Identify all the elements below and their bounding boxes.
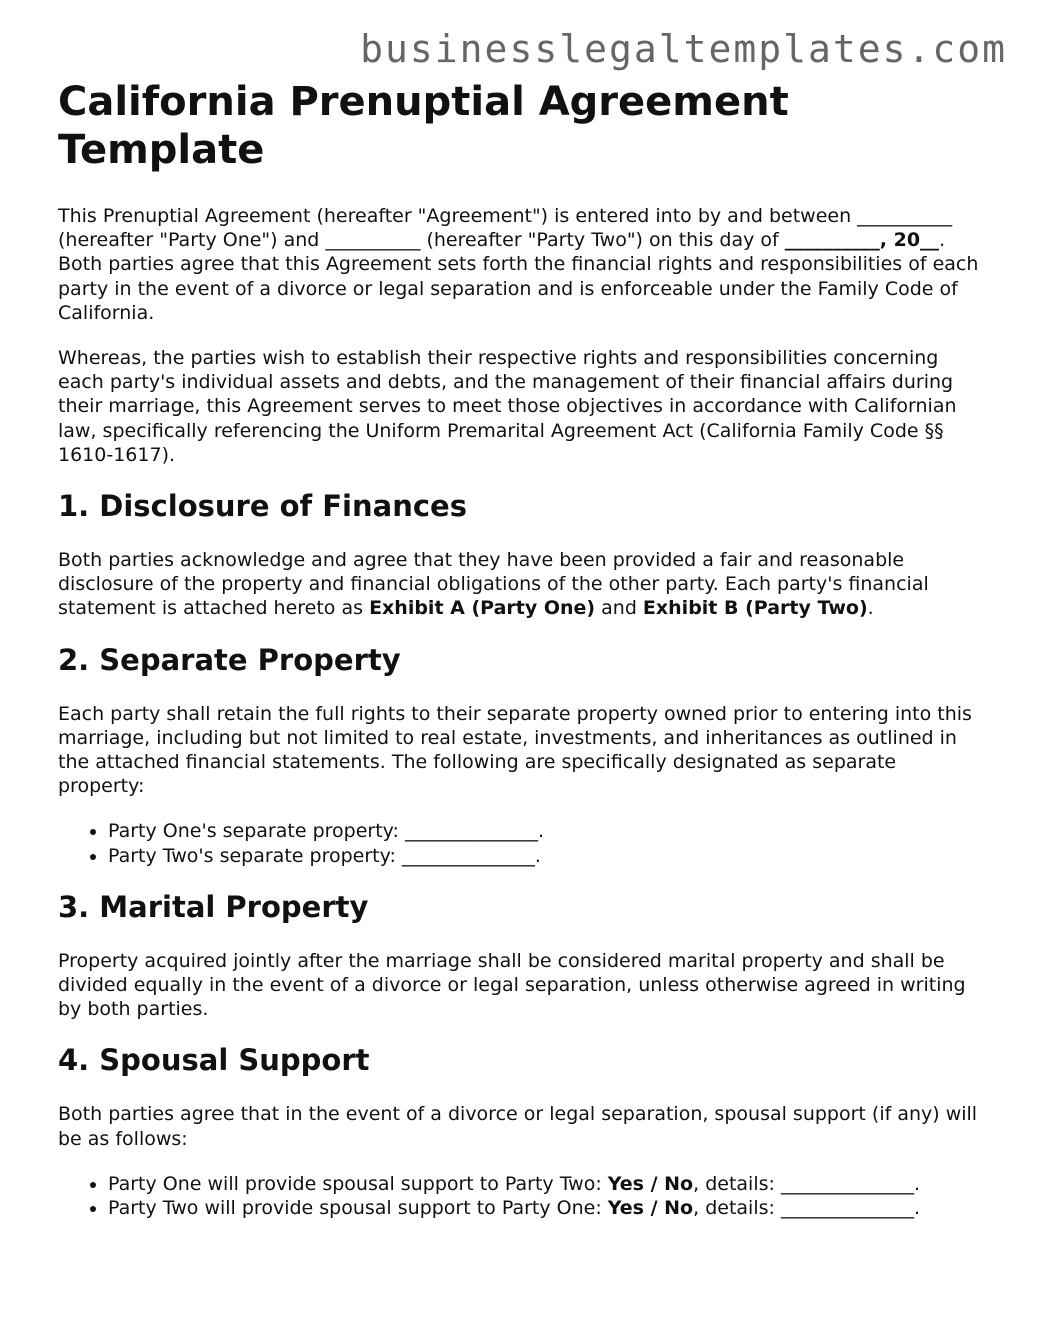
- spousal-item-suffix: , details: ______________.: [693, 1197, 920, 1220]
- separate-property-paragraph: Each party shall retain the full rights to their separate property owned prior to entering into this marriage, including but not limited to real estate, investments, and inheritances as outlined in the attached financial statements. The following are specifically designated as separate property:: [58, 702, 972, 798]
- intro-paragraph: [58, 204, 988, 325]
- exhibit-a-label: Exhibit A (Party One): [369, 597, 596, 620]
- document-body: [58, 78, 988, 1241]
- whereas-paragraph: Whereas, the parties wish to establish their respective rights and responsibilities concerning each party's individual assets and debts, and the management of their financial affairs during their marriage, this Agreement serves to meet those objectives in accordance with Californian law, specifically referencing the Uniform Premarital Agreement Act (California Family Code §§ 1610-1617).: [58, 347, 957, 466]
- section-heading-spousal-support: 4. Spousal Support: [58, 1043, 370, 1078]
- spousal-item-prefix: Party One will provide spousal support to Party Two:: [108, 1172, 608, 1195]
- intro-text-b: . Both parties agree that this Agreement sets forth the financial rights and responsibilities of each party in the event of a divorce or legal separation and is enforceable under the Family Code of California.: [58, 229, 979, 324]
- separate-property-list: [58, 819, 988, 867]
- disclosure-end: .: [867, 597, 874, 620]
- marital-property-paragraph: Property acquired jointly after the marriage shall be considered marital property and shall be divided equally in the event of a divorce or legal separation, unless otherwise agreed in writing by both parties.: [58, 949, 966, 1021]
- disclosure-text: Both parties acknowledge and agree that they have been provided a fair and reasonable disclosure of the property and financial obligations of the other party. Each party's financial statement is attached hereto as: [58, 549, 929, 620]
- document-title: California Prenuptial Agreement Template: [58, 79, 789, 173]
- list-item: [108, 1196, 988, 1220]
- section-heading-marital-property: 3. Marital Property: [58, 889, 369, 924]
- exhibit-b-label: Exhibit B (Party Two): [642, 597, 868, 620]
- yes-no-choice: Yes / No: [607, 1197, 694, 1220]
- spousal-item-suffix: , details: ______________.: [693, 1172, 920, 1195]
- list-item: [108, 1172, 988, 1196]
- intro-text-a: This Prenuptial Agreement (hereafter "Agreement") is entered into by and between __________ (hereafter "Party One") and __________ (hereafter "Party Two") on this day of: [58, 205, 953, 252]
- spousal-support-paragraph: Both parties agree that in the event of a divorce or legal separation, spousal support (if any) will be as follows:: [58, 1103, 978, 1150]
- watermark: businesslegaltemplates.com: [360, 27, 1007, 71]
- spousal-support-list: [58, 1172, 988, 1220]
- disclosure-and: and: [595, 597, 643, 620]
- section-heading-separate-property: 2. Separate Property: [58, 642, 401, 677]
- yes-no-choice: Yes / No: [607, 1172, 694, 1195]
- date-blank: __________, 20__: [784, 229, 940, 252]
- disclosure-paragraph: [58, 548, 988, 621]
- list-item: • Party One's separate property: ______________.: [108, 819, 988, 843]
- list-item: • Party Two's separate property: ______________.: [108, 844, 988, 868]
- section-heading-disclosure: 1. Disclosure of Finances: [58, 489, 467, 524]
- spousal-item-prefix: Party Two will provide spousal support to Party One:: [108, 1197, 608, 1220]
